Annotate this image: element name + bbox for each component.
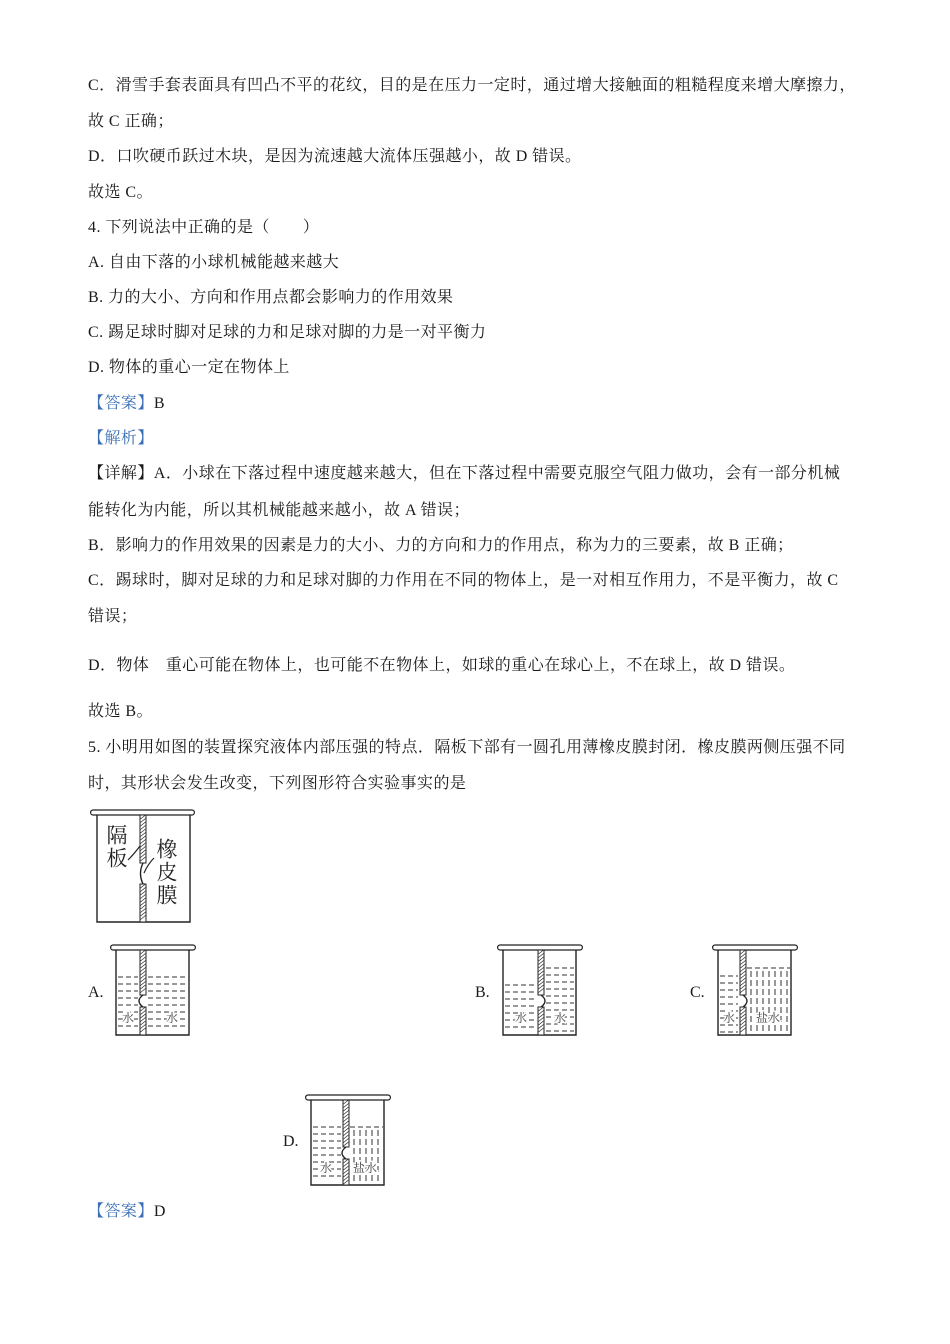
left-liquid-label: 水 (319, 1161, 333, 1175)
q5-option-c-figure (712, 943, 800, 1038)
rubber-membrane (541, 995, 545, 1007)
container-lid (91, 810, 195, 815)
q5-option-b-label: B. (475, 984, 490, 1001)
q5-option-d-figure (305, 1093, 393, 1188)
rubber-membrane (141, 863, 144, 884)
q5-option-c-label: C. (690, 984, 705, 1001)
left-liquid-label: 水 (121, 1011, 135, 1025)
left-liquid-label: 水 (514, 1011, 528, 1025)
detail-label: 【详解】 (88, 465, 154, 482)
membrane-label: 橡皮膜 (154, 838, 178, 907)
rubber-membrane (743, 995, 747, 1007)
q4-detail-line: 错误； (88, 608, 138, 625)
q4-analysis (88, 429, 154, 449)
q4-detail-line: 能转化为内能，所以其机械能越来越小，故 A 错误； (88, 502, 470, 519)
q4-answer (88, 394, 165, 414)
analysis-label: 【解析】 (88, 430, 154, 447)
answer-value: D (153, 1203, 166, 1220)
q5-stem-continued: 时，其形状会发生改变，下列图形符合实验事实的是 (88, 775, 467, 792)
partition-leader-line (128, 846, 140, 860)
rubber-membrane (342, 1147, 346, 1159)
q4-option-b: B. 力的大小、方向和作用点都会影响力的作用效果 (88, 289, 454, 306)
prev-option-c-verdict: 故 C 正确； (88, 113, 174, 130)
right-liquid-label: 水 (553, 1011, 567, 1025)
container-lid (306, 1095, 391, 1100)
detail-text: A．小球在下落过程中速度越来越大，但在下落过程中需要克服空气阻力做功，会有一部分机械 (153, 465, 841, 482)
q4-option-d: D. 物体的重心一定在物体上 (88, 359, 290, 376)
q4-stem: 4. 下列说法中正确的是（ ） (88, 219, 320, 236)
q5-option-a-label: A. (88, 984, 104, 1001)
option-d-geometry (306, 1095, 391, 1185)
partition-label: 隔板 (104, 824, 128, 870)
prev-option-d-explanation: D．口吹硬币跃过木块，是因为流速越大流体压强越小，故 D 错误。 (88, 148, 582, 165)
container-lid (713, 945, 798, 950)
answer-value: B (153, 395, 165, 412)
container-lid (111, 945, 196, 950)
right-liquid-label: 盐水 (755, 1011, 781, 1025)
prev-conclusion: 故选 C。 (88, 184, 153, 201)
q4-conclusion: 故选 B。 (88, 703, 153, 720)
option-b-geometry (498, 945, 583, 1035)
right-liquid-label: 水 (165, 1011, 179, 1025)
q5-answer (88, 1202, 166, 1222)
q4-detail-line: C．踢球时，脚对足球的力和足球对脚的力作用在不同的物体上，是一对相互作用力，不是平衡力，故 C (88, 572, 839, 589)
q4-detail-line (88, 464, 840, 484)
q4-option-a: A. 自由下落的小球机械能越来越大 (88, 254, 340, 271)
prev-option-c-explanation: C．滑雪手套表面具有凹凸不平的花纹，目的是在压力一定时，通过增大接触面的粗糙程度来增大摩擦力， (88, 77, 856, 94)
answer-label: 【答案】 (88, 395, 154, 412)
left-liquid-label: 水 (722, 1011, 736, 1025)
answer-label: 【答案】 (88, 1203, 154, 1220)
right-liquid-label: 盐水 (352, 1161, 378, 1175)
container-lid (498, 945, 583, 950)
q4-detail-line: B．影响力的作用效果的因素是力的大小、力的方向和力的作用点，称为力的三要素，故 B 正确； (88, 537, 794, 554)
q5-option-a-figure (110, 943, 198, 1038)
q5-stem: 5. 小明用如图的装置探究液体内部压强的特点．隔板下部有一圆孔用薄橡皮膜封闭．橡皮膜两侧压强不同 (88, 739, 846, 756)
q5-option-b-figure (497, 943, 585, 1038)
q4-detail-line: D．物体 重心可能在物体上，也可能不在物体上，如球的重心在球心上，不在球上，故 D 错误。 (88, 657, 796, 674)
q5-option-d-label: D. (283, 1133, 299, 1150)
q4-option-c: C. 踢足球时脚对足球的力和足球对脚的力是一对平衡力 (88, 324, 487, 341)
rubber-membrane (139, 995, 143, 1007)
